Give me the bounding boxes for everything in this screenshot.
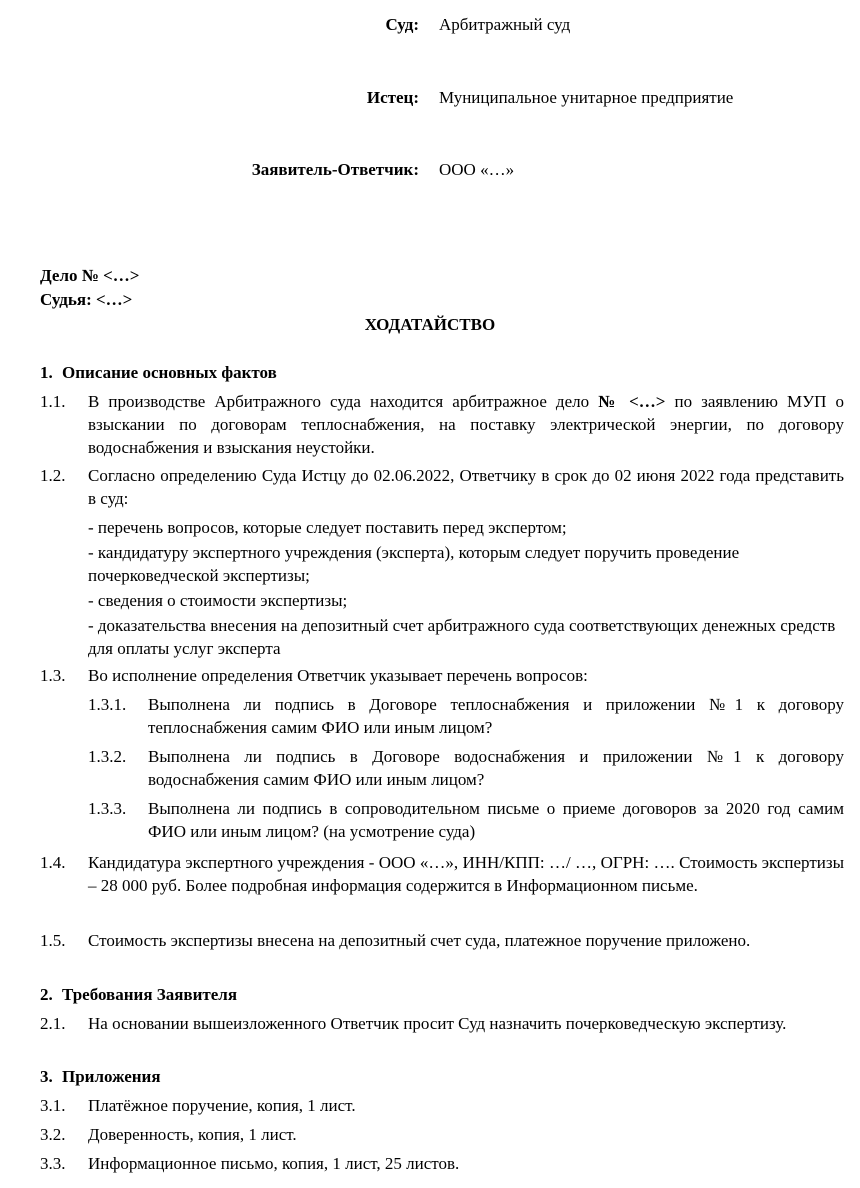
sub-item-number: 1.3.2. bbox=[88, 747, 127, 766]
item-text: Согласно определению Суда Истцу до 02.06.2022, Ответчику в срок до 02 июня 2022 года представить в суд: bbox=[88, 466, 844, 508]
item-text: Стоимость экспертизы внесена на депозитный счет суда, платежное поручение приложено. bbox=[88, 931, 751, 950]
section-heading bbox=[40, 983, 237, 1006]
plaintiff-label: Истец: bbox=[366, 88, 419, 107]
court-value: Арбитражный суд bbox=[439, 15, 571, 34]
list-item bbox=[40, 1123, 844, 1146]
item-number: 1.5. bbox=[40, 931, 66, 950]
sub-item-text: Выполнена ли подпись в Договоре водоснабжения и приложении №1 к договору водоснабжения самим ФИО или иным лицом? bbox=[148, 747, 844, 789]
list-item bbox=[40, 1094, 844, 1117]
court-label: Суд: bbox=[385, 15, 419, 34]
section-heading bbox=[40, 1065, 161, 1088]
section-number: 2. bbox=[40, 985, 53, 1004]
item-number: 2.1. bbox=[40, 1014, 66, 1033]
sub-item bbox=[88, 745, 844, 791]
item-number: 1.4. bbox=[40, 853, 66, 872]
dash-item: - доказательства внесения на депозитный счет арбитражного суда соответствующих денежных средств для оплаты услуг эксперта bbox=[88, 616, 836, 658]
list-item bbox=[40, 1152, 844, 1175]
item-number: 3.1. bbox=[40, 1096, 66, 1115]
case-reference: № <…> bbox=[598, 392, 666, 411]
section-heading bbox=[40, 361, 277, 384]
case-number: Дело № <…> bbox=[40, 266, 140, 285]
sub-item-number: 1.3.1. bbox=[88, 695, 127, 714]
section-number: 1. bbox=[40, 363, 53, 382]
judge: Судья: <…> bbox=[40, 290, 133, 309]
item-number: 1.2. bbox=[40, 466, 66, 485]
list-item bbox=[40, 390, 844, 459]
item-text: Информационное письмо, копия, 1 лист, 25 листов. bbox=[88, 1154, 460, 1173]
item-text: Доверенность, копия, 1 лист. bbox=[88, 1125, 297, 1144]
section-title: Приложения bbox=[62, 1067, 161, 1086]
document-title: ХОДАТАЙСТВО bbox=[364, 315, 496, 334]
court-row bbox=[0, 13, 860, 37]
list-item bbox=[40, 664, 844, 687]
section-title: Описание основных фактов bbox=[62, 363, 277, 382]
sub-item bbox=[88, 797, 844, 843]
item-number: 3.3. bbox=[40, 1154, 66, 1173]
list-item bbox=[40, 929, 844, 952]
list-item bbox=[40, 851, 844, 897]
section-title: Требования Заявителя bbox=[62, 985, 238, 1004]
dash-item: - сведения о стоимости экспертизы; bbox=[88, 591, 348, 610]
plaintiff-value: Муниципальное унитарное предприятие bbox=[439, 88, 734, 107]
sub-item-number: 1.3.3. bbox=[88, 799, 127, 818]
applicant-label: Заявитель-Ответчик: bbox=[251, 160, 419, 179]
section-number: 3. bbox=[40, 1067, 53, 1086]
plaintiff-row bbox=[0, 86, 860, 110]
item-number: 1.3. bbox=[40, 666, 66, 685]
item-text: Во исполнение определения Ответчик указывает перечень вопросов: bbox=[88, 666, 588, 685]
applicant-value: ООО «…» bbox=[439, 160, 515, 179]
sub-item bbox=[88, 693, 844, 739]
item-text: Платёжное поручение, копия, 1 лист. bbox=[88, 1096, 356, 1115]
list-item bbox=[40, 1012, 844, 1035]
applicant-row bbox=[0, 158, 860, 182]
item-text: Кандидатура экспертного учреждения - ООО «…», ИНН/КПП: …/ …, ОГРН: …. Стоимость экспертизы – 28 000 руб. Более подробная информация содержится в Информационном письме. bbox=[88, 853, 844, 895]
item-text: В производстве Арбитражного суда находится арбитражное дело № <…> по заявлению МУП о взыскании по договорам теплоснабжения, на поставку электрической энергии, по договору водоснабжения и взыскания неустойки. bbox=[88, 392, 844, 457]
dash-item: - кандидатуру экспертного учреждения (эксперта), которым следует поручить проведение почерковедческой экспертизы; bbox=[88, 543, 740, 585]
item-number: 1.1. bbox=[40, 392, 66, 411]
dash-item: - перечень вопросов, которые следует поставить перед экспертом; bbox=[88, 518, 567, 537]
item-number: 3.2. bbox=[40, 1125, 66, 1144]
sub-item-text: Выполнена ли подпись в сопроводительном письме о приеме договоров за 2020 год самим ФИО или иным лицом? (на усмотрение суда) bbox=[148, 799, 844, 841]
list-item bbox=[40, 464, 844, 510]
sub-item-text: Выполнена ли подпись в Договоре теплоснабжения и приложении №1 к договору теплоснабжения самим ФИО или иным лицом? bbox=[148, 695, 844, 737]
item-text: На основании вышеизложенного Ответчик просит Суд назначить почерковедческую экспертизу. bbox=[88, 1014, 787, 1033]
